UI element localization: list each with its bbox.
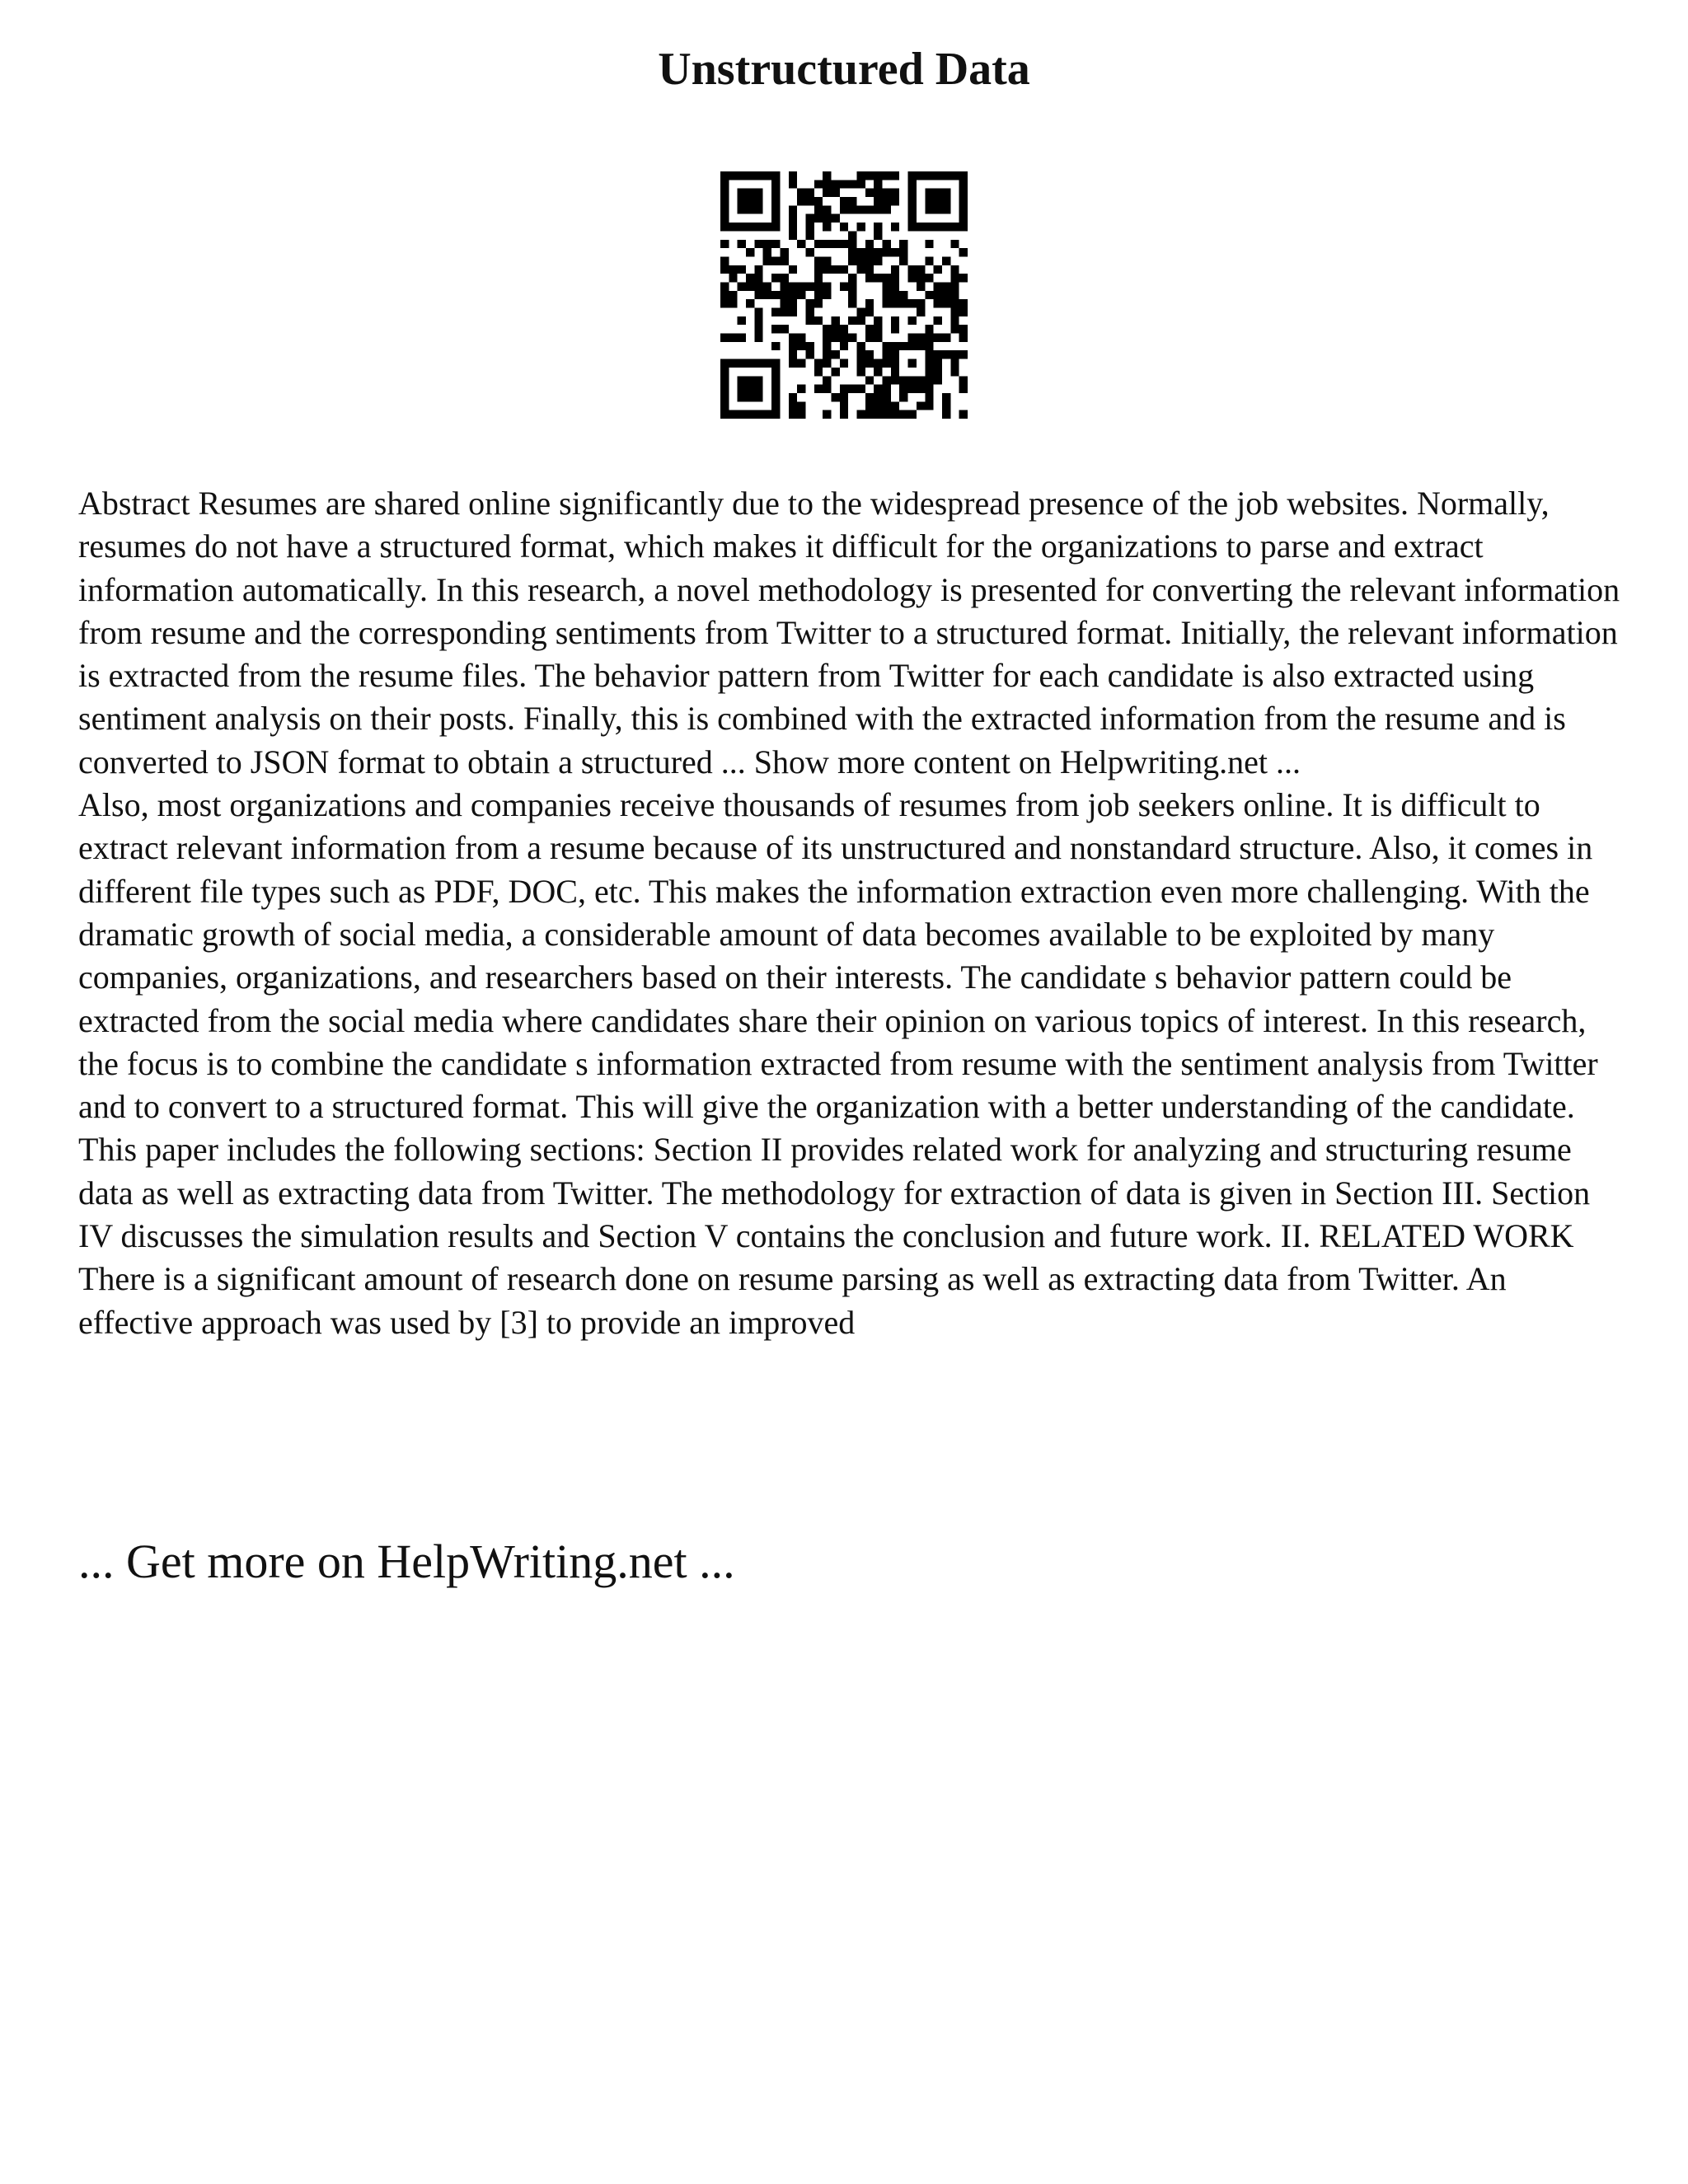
paragraph-abstract: Abstract Resumes are shared online significantly due to the widespread presence of the job websites. Normally, resumes do not have a structured format, which makes it difficult for the organizations to parse and extract information automatically. In this research, a novel methodology is presented for converting the relevant information from resume and the corresponding sentiments from Twitter to a structured format. Initially, the relevant information is extracted from the resume files. The behavior pattern from Twitter for each candidate is also extracted using sentiment analysis on their posts. Finally, this is combined with the extracted information from the resume and is converted to JSON format to obtain a structured ... Show more content on Helpwriting.net ... [78, 485, 1620, 780]
page-title: Unstructured Data [658, 44, 1030, 95]
article-body [78, 482, 1628, 1344]
qr-code-image [720, 171, 968, 419]
get-more-link[interactable]: ... Get more on HelpWriting.net ... [78, 1535, 735, 1588]
paragraph-introduction: Also, most organizations and companies receive thousands of resumes from job seekers online. It is difficult to extract relevant information from a resume because of its unstructured and nonstandard structure. Also, it comes in different file types such as PDF, DOC, etc. This makes the information extraction even more challenging. With the dramatic growth of social media, a considerable amount of data becomes available to be exploited by many companies, organizations, and researchers based on their interests. The candidate s behavior pattern could be extracted from the social media where candidates share their opinion on various topics of interest. In this research, the focus is to combine the candidate s information extracted from resume with the sentiment analysis from Twitter and to convert to a structured format. This will give the organization with a better understanding of the candidate. This paper includes the following sections: Section II provides related work for analyzing and structuring resume data as well as extracting data from Twitter. The methodology for extraction of data is given in Section III. Section IV discusses the simulation results and Section V contains the conclusion and future work. II. RELATED WORK There is a significant amount of research done on resume parsing as well as extracting data from Twitter. An effective approach was used by [3] to provide an improved [78, 786, 1598, 1341]
